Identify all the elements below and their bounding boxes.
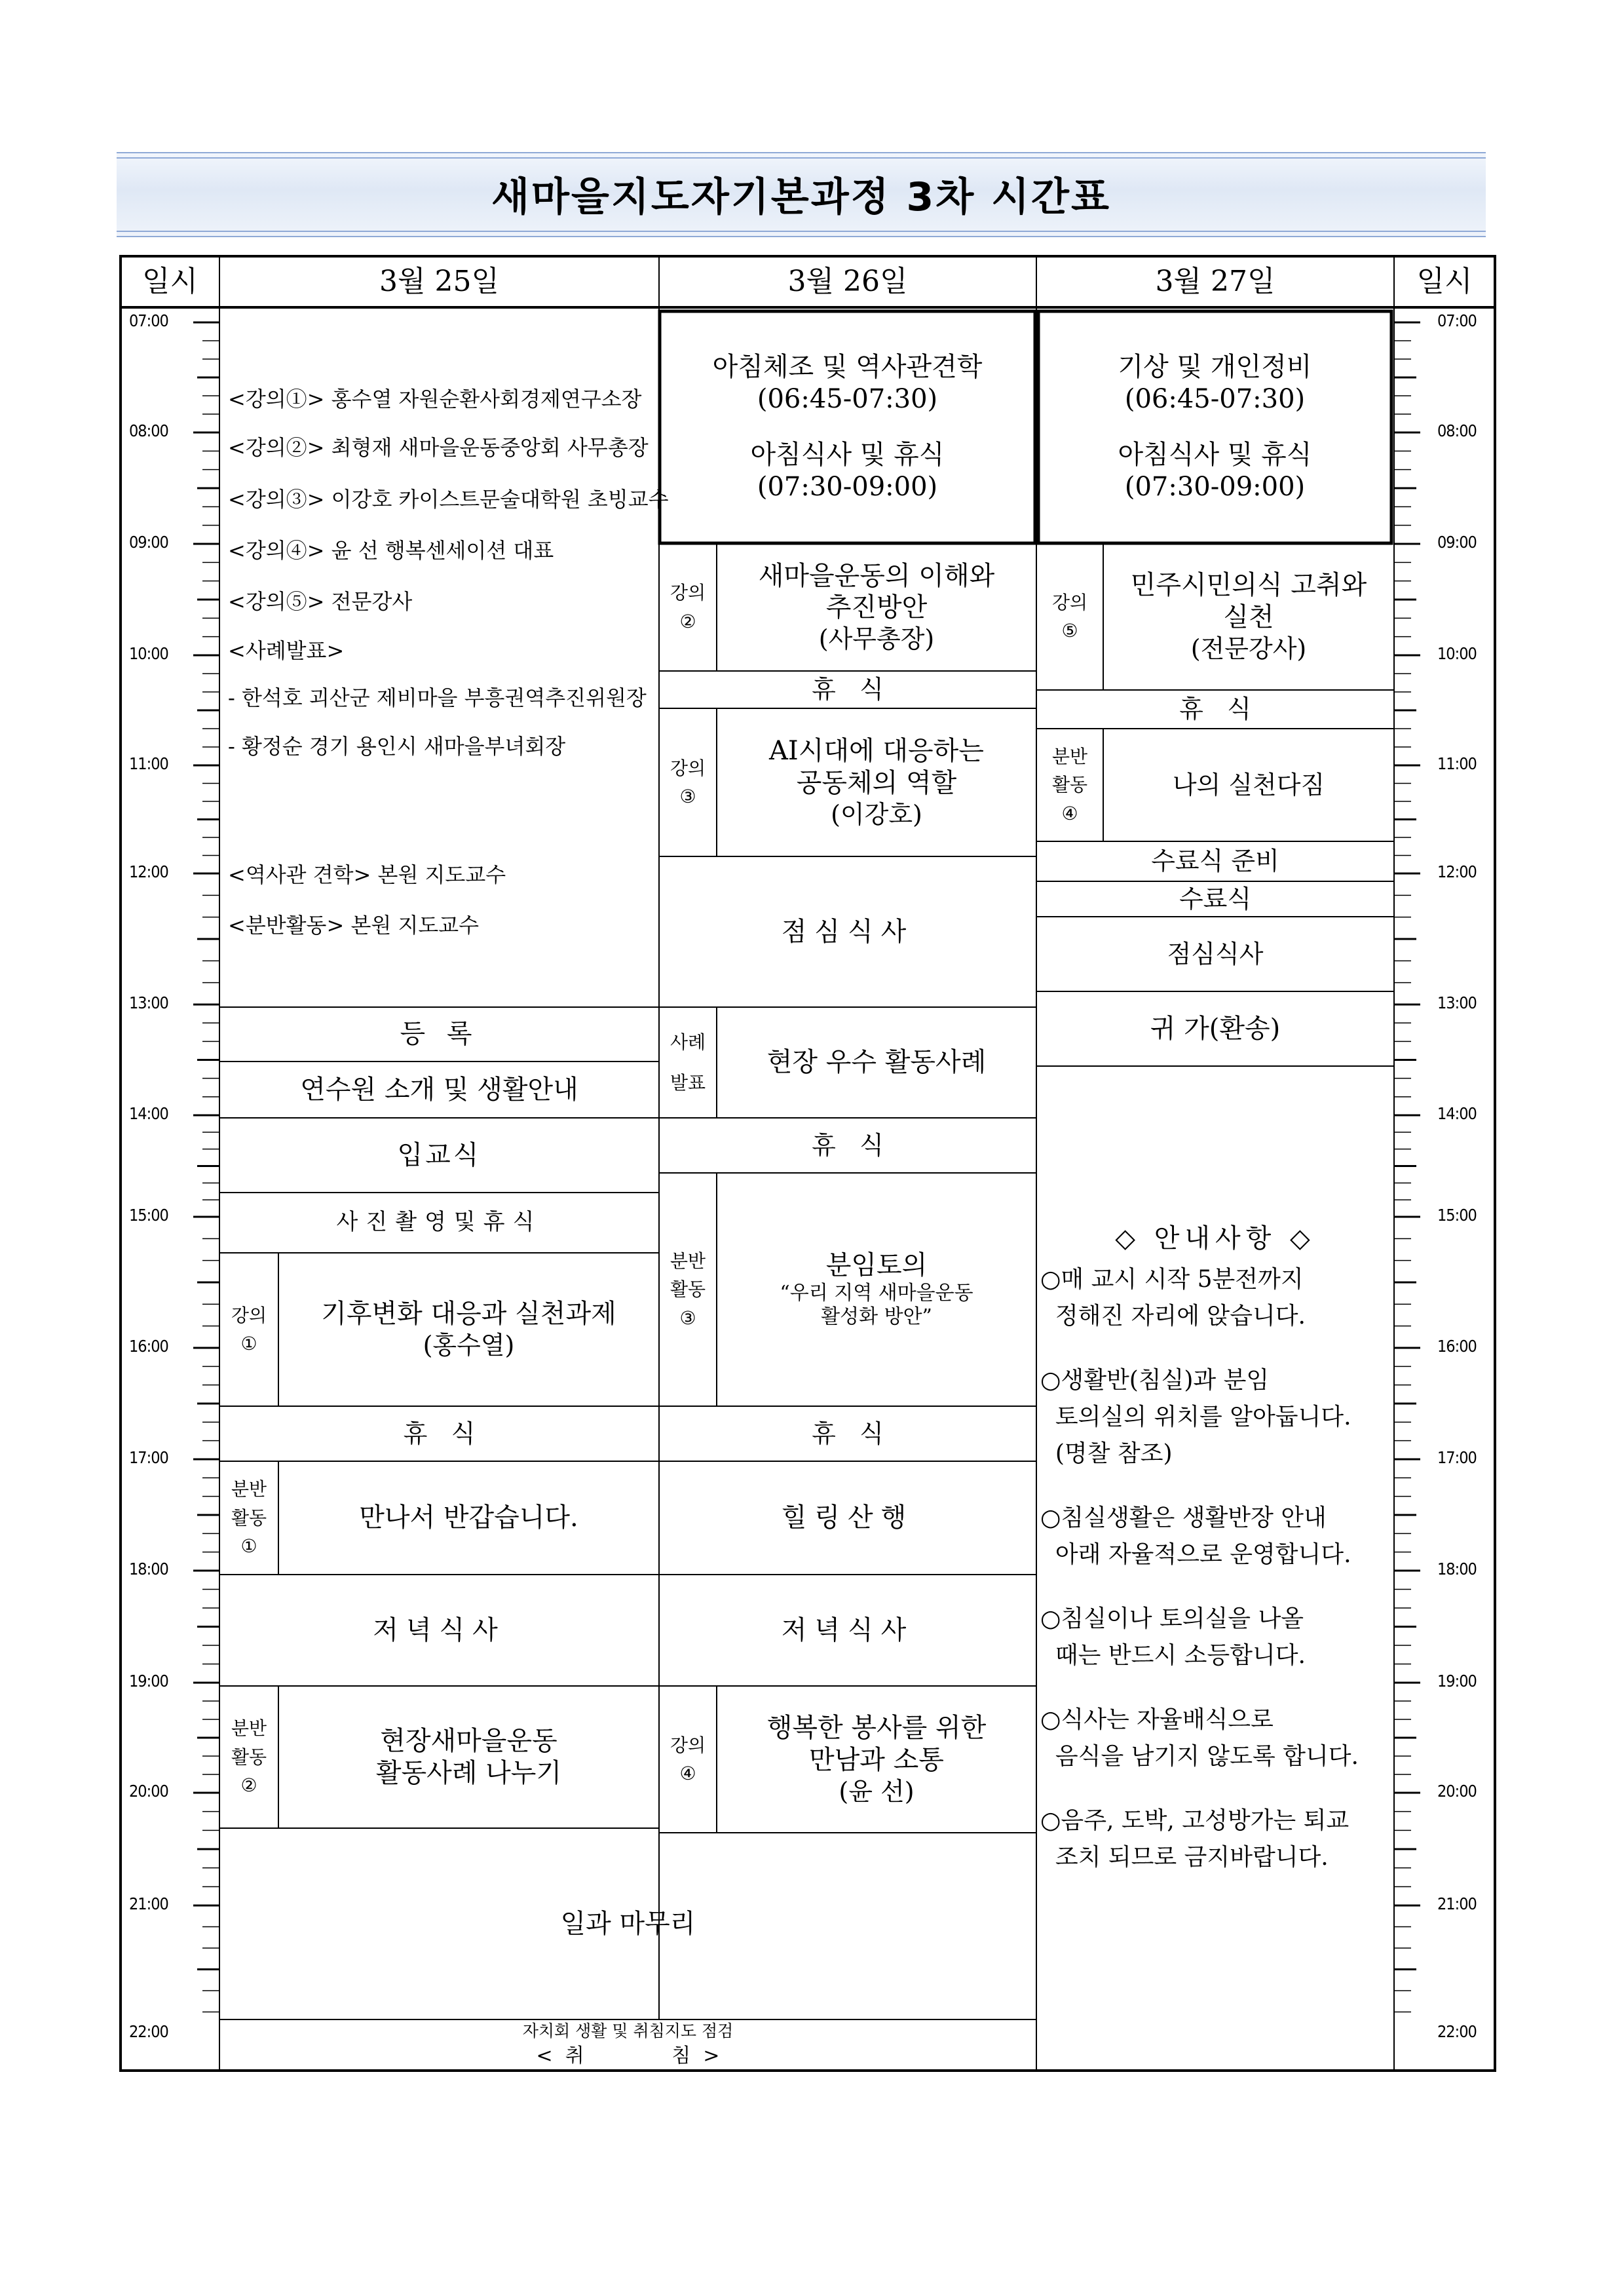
instructor-note: <사례발표>	[228, 638, 345, 663]
time-label: 19:00	[129, 1672, 168, 1691]
hiking: 힐링산행	[781, 1502, 915, 1533]
instructor-note: <강의④> 윤 선 행복센세이션 대표	[228, 538, 554, 563]
time-label: 18:00	[1437, 1559, 1477, 1578]
time-label: 18:00	[129, 1559, 168, 1578]
graduation-ceremony: 수료식	[1179, 884, 1252, 913]
group1-title: 만나서 반갑습니다.	[359, 1502, 578, 1533]
notice-line: 토의실의 위치를 알아둡니다.	[1040, 1404, 1351, 1430]
group1-tag: 분반 활동 ①	[231, 1478, 267, 1558]
break: 휴 식	[812, 675, 884, 704]
time-label: 20:00	[129, 1782, 168, 1801]
time-label: 09:00	[129, 533, 168, 552]
time-label: 10:00	[129, 644, 168, 663]
break: 휴 식	[1179, 695, 1251, 724]
time-label: 21:00	[1437, 1894, 1477, 1913]
photo-and-break: 사진촬영및휴식	[336, 1209, 542, 1236]
lecture3-tag: 강의 ③	[670, 757, 706, 807]
header-day3: 3월 27일	[1155, 265, 1275, 299]
time-label: 20:00	[1437, 1782, 1477, 1801]
instructor-note: <강의③> 이강호 카이스트문술대학원 초빙교수	[228, 487, 669, 512]
group4-title: 나의 실천다짐	[1172, 770, 1325, 799]
time-label: 22:00	[129, 2022, 168, 2041]
group3: 분임토의 “우리 지역 새마을운동 활성화 방안”	[780, 1250, 973, 1329]
self-governance-check: 자치회 생활 및 취침지도 점검	[522, 2021, 734, 2040]
lecture4-tag: 강의 ④	[670, 1734, 706, 1784]
return-home: 귀 가(환송)	[1150, 1013, 1281, 1044]
time-label: 19:00	[1437, 1672, 1477, 1691]
orientation: 연수원 소개 및 생활안내	[300, 1074, 578, 1105]
lecture1	[278, 1253, 659, 1406]
lunch: 점심식사	[781, 916, 915, 947]
instructor-note: - 황정순 경기 용인시 새마을부녀회장	[228, 734, 566, 759]
day2-morning: 아침체조 및 역사관견학 (06:45-07:30) 아침식사 및 휴식 (07:30-09:00)	[712, 352, 983, 502]
lecture5: 민주시민의식 고취와 실천 (전문강사)	[1130, 570, 1367, 663]
day3-morning: 기상 및 개인정비 (06:45-07:30) 아침식사 및 휴식 (07:30-09:00)	[1118, 352, 1312, 502]
instructor-note: <강의①> 홍수열 자원순환사회경제연구소장	[228, 387, 642, 411]
lecture5-tag: 강의 ⑤	[1051, 591, 1088, 641]
group2-title: 현장새마을운동 활동사례 나누기	[375, 1725, 562, 1788]
notice-line: 아래 자율적으로 운영합니다.	[1040, 1541, 1351, 1568]
lights-out: < 취 침 >	[536, 2044, 720, 2067]
group2-tag: 분반 활동 ②	[231, 1717, 267, 1797]
lunch: 점심식사	[1167, 939, 1264, 968]
lecture3: AI시대에 대응하는 공동체의 역할 (이강호)	[769, 736, 984, 829]
header-day2: 3월 26일	[787, 265, 908, 299]
instructor-note: <분반활동> 본원 지도교수	[228, 913, 480, 938]
notice-line: (명찰 참조)	[1040, 1440, 1173, 1467]
day-wrapup: 일과 마무리	[560, 1908, 696, 1939]
time-label: 17:00	[129, 1448, 168, 1467]
header-datetime-left: 일시	[142, 265, 198, 299]
page-title: 새마을지도자기본과정 3차 시간표	[491, 174, 1111, 220]
group3-tag: 분반 활동 ③	[670, 1250, 706, 1329]
lecture1-speaker: (홍수열)	[423, 1331, 515, 1360]
notice-line: ○음주, 도박, 고성방가는 퇴교	[1040, 1807, 1350, 1834]
header-datetime-right: 일시	[1416, 265, 1473, 299]
lecture2-tag: 강의 ②	[670, 582, 706, 632]
instructor-note: <강의⑤> 전문강사	[228, 589, 413, 614]
break: 휴 식	[812, 1419, 884, 1448]
notice-line: 정해진 자리에 앉습니다.	[1040, 1303, 1306, 1330]
time-label: 14:00	[129, 1104, 168, 1123]
time-label: 22:00	[1437, 2022, 1477, 2041]
lecture1-tag: 강의 ①	[231, 1304, 267, 1354]
case-presentation: 현장 우수 활동사례	[766, 1047, 987, 1078]
dinner: 저녁식사	[781, 1615, 915, 1645]
notice-line: 조치 되므로 금지바랍니다.	[1040, 1844, 1329, 1871]
lecture4: 행복한 봉사를 위한 만남과 소통 (윤 선)	[766, 1713, 987, 1806]
notice-title: ◇ 안내사항 ◇	[1115, 1223, 1315, 1253]
lecture1-title: 기후변화 대응과 실천과제	[321, 1299, 616, 1330]
notice-line: ○식사는 자율배식으로	[1040, 1706, 1274, 1733]
time-label: 12:00	[1437, 862, 1477, 881]
notice-line: 때는 반드시 소등합니다.	[1040, 1642, 1306, 1669]
notice-line: ○생활반(침실)과 분임	[1040, 1367, 1270, 1394]
time-label: 17:00	[1437, 1448, 1477, 1467]
graduation-prep: 수료식 준비	[1151, 847, 1279, 876]
time-label: 10:00	[1437, 644, 1477, 663]
notice-line: ○침실생활은 생활반장 안내	[1040, 1504, 1327, 1531]
time-label: 07:00	[129, 311, 168, 330]
registration: 등 록	[400, 1019, 479, 1050]
header-day1: 3월 25일	[379, 265, 499, 299]
instructor-note: <역사관 견학> 본원 지도교수	[228, 862, 506, 887]
time-label: 12:00	[129, 862, 168, 881]
break: 휴 식	[403, 1419, 476, 1448]
time-label: 16:00	[1437, 1337, 1477, 1356]
break: 휴 식	[812, 1130, 884, 1160]
instructor-note: - 한석호 괴산군 제비마을 부흥권역추진위원장	[228, 685, 647, 710]
time-label: 15:00	[1437, 1206, 1477, 1225]
lecture2: 새마을운동의 이해와 추진방안 (사무총장)	[758, 560, 995, 654]
time-label: 15:00	[129, 1206, 168, 1225]
instructor-note: <강의②> 최형재 새마을운동중앙회 사무총장	[228, 435, 649, 460]
entrance-ceremony: 입교식	[397, 1139, 482, 1170]
time-label: 21:00	[129, 1894, 168, 1913]
time-label: 09:00	[1437, 533, 1477, 552]
notice-line: ○매 교시 시작 5분전까지	[1040, 1266, 1304, 1293]
time-label: 13:00	[1437, 993, 1477, 1012]
time-label: 08:00	[1437, 421, 1477, 440]
notice-line: 음식을 남기지 않도록 합니다.	[1040, 1743, 1359, 1770]
time-label: 08:00	[129, 421, 168, 440]
group4-tag: 분반 활동 ④	[1051, 745, 1088, 824]
case-tag: 사례 발표	[670, 1031, 706, 1094]
time-label: 11:00	[129, 754, 168, 773]
time-label: 13:00	[129, 993, 168, 1012]
time-label: 11:00	[1437, 754, 1477, 773]
time-label: 07:00	[1437, 311, 1477, 330]
dinner: 저녁식사	[373, 1615, 506, 1645]
time-label: 14:00	[1437, 1104, 1477, 1123]
notice-line: ○침실이나 토의실을 나올	[1040, 1605, 1304, 1632]
time-label: 16:00	[129, 1337, 168, 1356]
